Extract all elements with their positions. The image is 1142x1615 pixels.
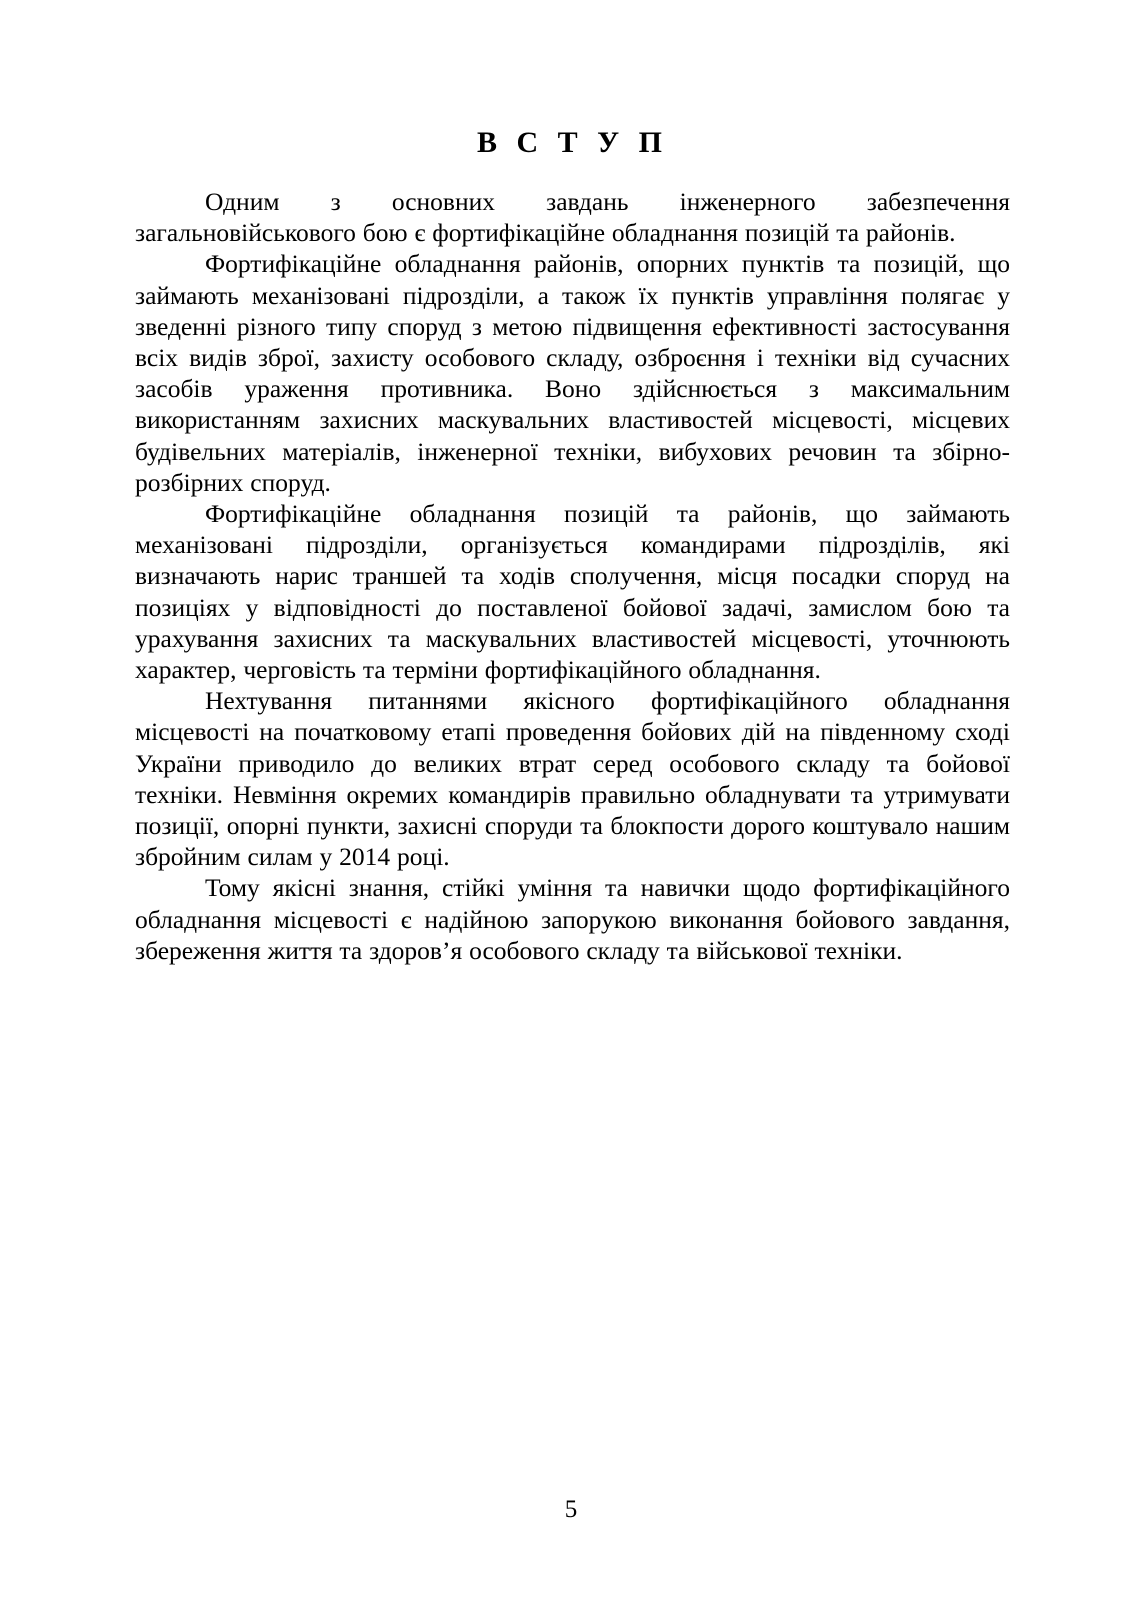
- page-content: [135, 0, 1010, 966]
- paragraph-5: Тому якісні знання, стійкі уміння та навички щодо фортифікаційного обладнання місцевості є надійною запорукою виконання бойового завдання, збереження життя та здоров’я особового складу та військової техніки.: [135, 873, 1010, 965]
- paragraph-2: Фортифікаційне обладнання районів, опорних пунктів та позицій, що займають механізовані підрозділи, а також їх пунктів управління полягає у зведенні різного типу споруд з метою підвищення ефективності застосування всіх видів зброї, захисту особового складу, озброєння і техніки від сучасних засобів ураження противника. Воно здійснюється з максимальним використанням захисних маскувальних властивостей місцевості, місцевих будівельних матеріалів, інженерної техніки, вибухових речовин та збірно-розбірних споруд.: [135, 249, 1010, 497]
- page-number: 5: [564, 1496, 578, 1523]
- paragraph-1: Одним з основних завдань інженерного забезпечення загальновійськового бою є фортифікаційне обладнання позицій та районів.: [135, 187, 1010, 248]
- page-title: В С Т У П: [476, 126, 669, 159]
- paragraph-4: Нехтування питаннями якісного фортифікаційного обладнання місцевості на початковому етапі проведення бойових дій на південному сході України приводило до великих втрат серед особового складу та бойової техніки. Невміння окремих командирів правильно обладнувати та утримувати позиції, опорні пункти, захисні споруди та блокпости дорого коштувало нашим збройним силам у 2014 році.: [135, 686, 1010, 872]
- body-text: [135, 186, 1010, 966]
- paragraph-3: Фортифікаційне обладнання позицій та районів, що займають механізовані підрозділи, організується командирами підрозділів, які визначають нарис траншей та ходів сполучення, місця посадки споруд на позиціях у відповідності до поставленої бойової задачі, замислом бою та урахування захисних та маскувальних властивостей місцевості, уточнюють характер, черговість та терміни фортифікаційного обладнання.: [135, 499, 1010, 685]
